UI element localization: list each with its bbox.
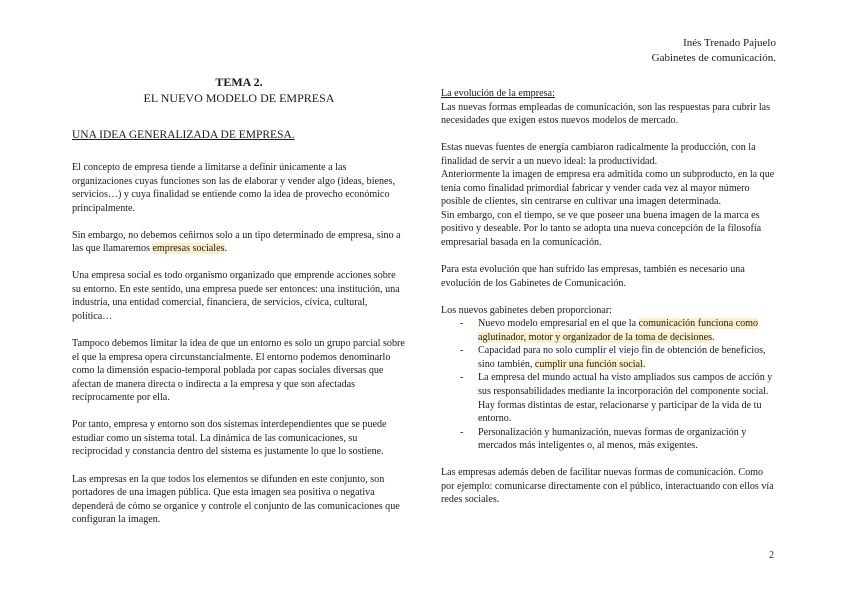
- list-item: - La empresa del mundo actual ha visto ampliados sus campos de acción y sus responsabilidades mediante la incorporación del componente social. Hay formas distintas de estar, relacionarse y participar de la vida de tu entorno.: [441, 371, 777, 425]
- highlight-empresas-sociales: empresas sociales: [152, 243, 225, 255]
- left-p2-end: .: [224, 243, 228, 255]
- right-paragraph-1: Las nuevas formas empleadas de comunicación, son las respuestas para cubrir las necesidades que exigen estos nuevos modelos de mercado.: [441, 101, 771, 127]
- right-paragraph-2a: Estas nuevas fuentes de energía cambiaron radicalmente la producción, con la finalidad de servir a un nuevo ideal: la productividad.: [441, 142, 756, 167]
- header-author: Inés Trenado Pajuelo: [683, 37, 776, 49]
- left-paragraph-4: Tampoco debemos limitar la idea de que un entorno es solo un grupo parcial sobre el que la empresa opera circunstancialmente. El entorno podemos denominarlo como la dimensión espacio-temporal poblada por capas sociales diversas que afectan de manera directa o indirecta a la empresa y que son afectadas recíprocamente por ella.: [72, 338, 405, 404]
- list-item: [441, 317, 777, 344]
- tema-number: TEMA 2.: [215, 75, 263, 89]
- tema-title: EL NUEVO MODELO DE EMPRESA: [143, 91, 335, 105]
- item2-text: Capacidad para no solo cumplir el viejo fin de obtención de beneficios, sino también,: [478, 345, 766, 370]
- right-column: [441, 87, 777, 521]
- evolution-heading: La evolución de la empresa:: [441, 88, 555, 99]
- left-column: [72, 74, 406, 540]
- right-paragraph-2c: Sin embargo, con el tiempo, se ve que poseer una buena imagen de la marca es positivo y deseable. Por lo tanto se adopta una nueva concepción de la filosofía empresarial basada en la comunicación.: [441, 209, 762, 249]
- item1-end: .: [712, 331, 715, 343]
- section-heading: UNA IDEA GENERALIZADA DE EMPRESA.: [72, 129, 295, 141]
- left-p2-text: Sin embargo, no debemos ceñirnos solo a un tipo determinado de empresa, sino a las que llamaremos: [72, 229, 401, 255]
- item1-text: Nuevo modelo empresarial en el que la: [478, 318, 639, 330]
- list-item: - Personalización y humanización, nuevas formas de organización y mercados más inteligentes o, al menos, más exigentes.: [441, 426, 777, 453]
- right-paragraph-4: Las empresas además deben de facilitar nuevas formas de comunicación. Como por ejemplo: comunicarse directamente con el público, interactuando con ellos vía redes sociales.: [441, 467, 774, 506]
- page-number: 2: [769, 550, 774, 561]
- list-item: [441, 344, 777, 371]
- page-header: [652, 36, 776, 66]
- list-intro: Los nuevos gabinetes deben proporcionar:: [441, 304, 612, 316]
- highlight-funcion-social: cumplir una función social: [534, 358, 643, 370]
- left-paragraph-3: Una empresa social es todo organismo organizado que emprende acciones sobre su entorno. En este sentido, una empresa puede ser entonces: una institución, una industria, una entidad comercial, financiera, de servicios, cívica, cultural, política…: [72, 270, 400, 323]
- item2-end: .: [642, 358, 646, 370]
- left-paragraph-5: Por tanto, empresa y entorno son dos sistemas interdependientes que se puede estudiar como un sistema total. La dinámica de las comunicaciones, su reciprocidad y constancia dentro del sistema es justamente lo que lo sostiene.: [72, 419, 387, 458]
- right-paragraph-2b: Anteriormente la imagen de empresa era admitida como un subproducto, en la que tenía como finalidad primordial fabricar y vender cada vez al mayor número posible de clientes, sin centrarse en cultivar una imagen determinada.: [441, 169, 775, 208]
- title-block: [72, 74, 406, 106]
- right-paragraph-3: Para esta evolución que han sufrido las empresas, también es necesario una evolución de los Gabinetes de Comunicación.: [441, 264, 745, 289]
- left-paragraph-1: El concepto de empresa tiende a limitarse a definir únicamente a las organizaciones cuyas funciones son las de elaborar y vender algo (ideas, bienes, servicios…) y cuya finalidad se entiende como la idea de provecho económico principalmente.: [72, 162, 395, 214]
- left-paragraph-6: Las empresas en la que todos los elementos se difunden en este conjunto, son portadores de una imagen pública. Que esta imagen sea positiva o negativa dependerá de cómo se organice y controle el conjunto de las comunicaciones que configuran la imagen.: [72, 473, 400, 526]
- left-paragraph-2: [72, 229, 406, 256]
- gabinetes-list: [441, 317, 777, 452]
- header-subject: Gabinetes de comunicación.: [651, 52, 776, 64]
- highlight-comunicacion: comunicación funciona como aglutinador, motor y organizador de la toma de decisiones: [478, 318, 759, 343]
